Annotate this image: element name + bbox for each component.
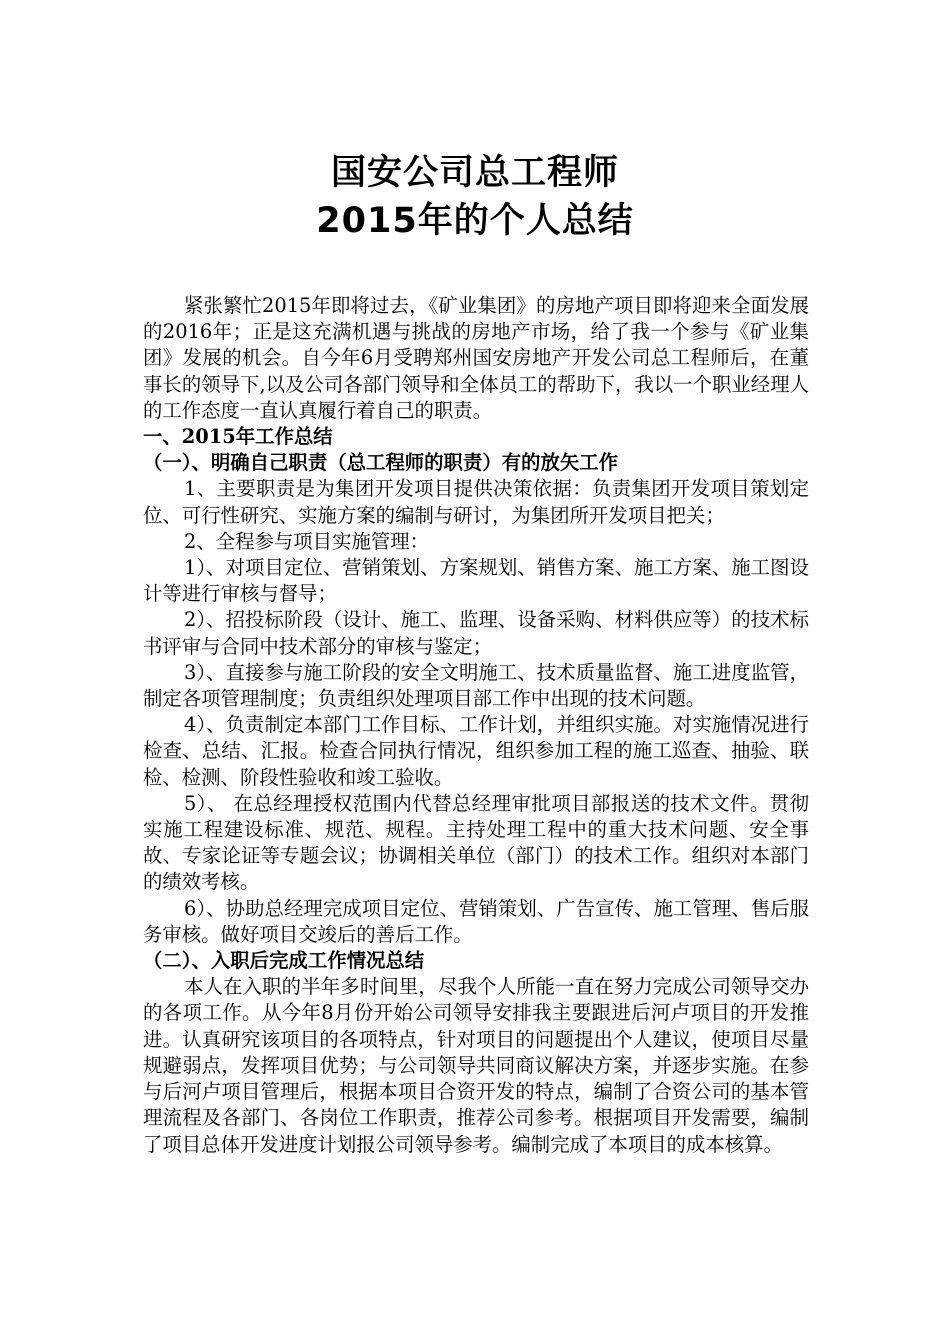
document-body (143, 293, 809, 1158)
duty-subitem-6: 6）、协助总经理完成项目定位、营销策划、广告宣传、施工管理、售后服务审核。做好项目交竣后的善后工作。 (143, 896, 809, 946)
duty-subitem-2: 2）、招投标阶段（设计、施工、监理、设备采购、材料供应等）的技术标书评审与合同中技术部分的审核与鉴定； (143, 608, 809, 658)
document-title-line1: 国安公司总工程师 (330, 153, 619, 193)
duty-subitem-5: 5）、 在总经理授权范围内代替总经理审批项目部报送的技术文件。贯彻实施工程建设标准、规范、规程。主持处理工程中的重大技术问题、安全事故、专家论证等专题会议；协调相关单位（部门）的技术工作。组织对本部门的绩效考核。 (143, 791, 809, 894)
duty-subitem-1: 1）、对项目定位、营销策划、方案规划、销售方案、施工方案、施工图设计等进行审核与督导； (143, 556, 809, 606)
document-title-line2: 2015年的个人总结 (316, 201, 634, 241)
subsection-heading-2: （二）、入职后完成工作情况总结 (143, 949, 425, 973)
subsection-heading-1: （一）、明确自己职责（总工程师的职责）有的放矢工作 (143, 451, 619, 475)
duty-item-2: 2、全程参与项目实施管理： (184, 529, 430, 553)
duty-subitem-3: 3）、直接参与施工阶段的安全文明施工、技术质量监督、施工进度监管，制定各项管理制度；负责组织处理项目部工作中出现的技术问题。 (143, 660, 809, 711)
intro-paragraph: 紧张繁忙2015年即将过去，《矿业集团》的房地产项目即将迎来全面发展的2016年；正是这充满机遇与挑战的房地产市场，给了我一个参与《矿业集团》发展的机会。自今年6月受聘郑州国安房地产开发公司总工程师后，在董事长的领导下,以及公司各部门领导和全体员工的帮助下，我以一个职业经理人的工作态度一直认真履行着自己的职责。 (143, 294, 809, 422)
duty-subitem-4: 4）、负责制定本部门工作目标、工作计划，并组织实施。对实施情况进行检查、总结、汇报。检查合同执行情况，组织参加工程的施工巡查、抽验、联检、检测、阶段性验收和竣工验收。 (143, 713, 809, 789)
section-heading-1: 一、2015年工作总结 (143, 425, 333, 449)
duty-item-1: 1、主要职责是为集团开发项目提供决策依据：负责集团开发项目策划定位、可行性研究、实施方案的编制与研讨，为集团所开发项目把关； (143, 477, 809, 527)
summary-paragraph: 本人在入职的半年多时间里，尽我个人所能一直在努力完成公司领导交办的各项工作。从今年8月份开始公司领导安排我主要跟进后河卢项目的开发推进。认真研究该项目的各项特点，针对项目的问题提出个人建议，使项目尽量规避弱点，发挥项目优势；与公司领导共同商议解决方案，并逐步实施。在参与后河卢项目管理后，根据本项目合资开发的特点，编制了合资公司的基本管理流程及各部门、各岗位工作职责，推荐公司参考。根据项目开发需要，编制了项目总体开发进度计划报公司领导参考。编制完成了本项目的成本核算。 (143, 975, 809, 1156)
